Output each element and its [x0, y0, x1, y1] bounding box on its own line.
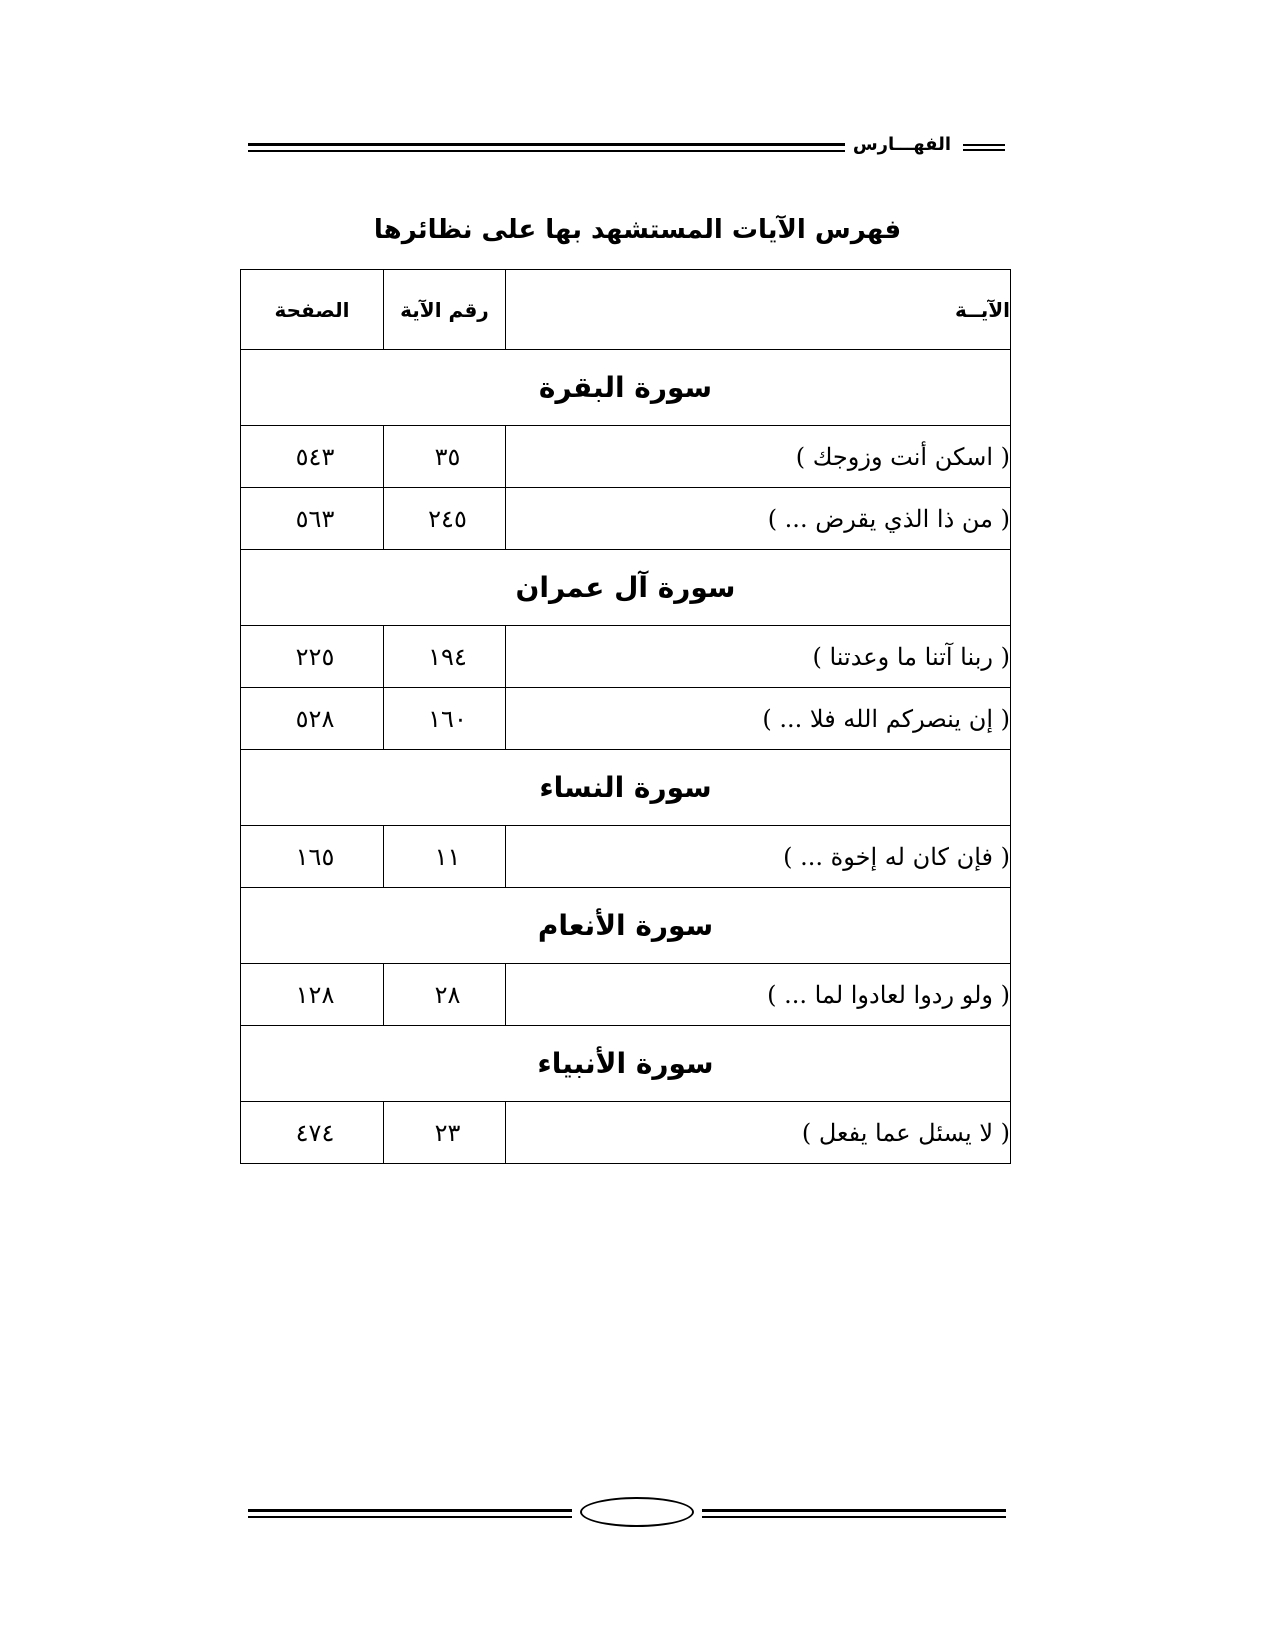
- verse-cell: ( إن ينصركم الله فلا ... ): [506, 688, 1011, 750]
- page-number-oval: [580, 1497, 694, 1527]
- header-page: الصفحة: [241, 270, 384, 350]
- page-cell: ١٢٨: [241, 964, 384, 1026]
- surah-row: [241, 888, 1011, 964]
- surah-row: [241, 750, 1011, 826]
- surah-heading: سورة البقرة: [241, 350, 1011, 426]
- surah-row: [241, 550, 1011, 626]
- table-row: [241, 626, 1011, 688]
- surah-heading: سورة الأنعام: [241, 888, 1011, 964]
- verse-cell: ( فإن كان له إخوة ... ): [506, 826, 1011, 888]
- header-verse: الآيــة: [506, 270, 1011, 350]
- table-row: [241, 826, 1011, 888]
- table-row: [241, 1102, 1011, 1164]
- verses-index-table: [240, 269, 1011, 1164]
- verse-cell: ( لا يسئل عما يفعل ): [506, 1102, 1011, 1164]
- page-cell: ٥٢٨: [241, 688, 384, 750]
- verse-cell: ( من ذا الذي يقرض ... ): [506, 488, 1011, 550]
- table-row: [241, 426, 1011, 488]
- page-title: فهرس الآيات المستشهد بها على نظائرها: [373, 215, 902, 245]
- verse-cell: ( ربنا آتنا ما وعدتنا ): [506, 626, 1011, 688]
- table-row: [241, 488, 1011, 550]
- verse-number-cell: ١١: [384, 826, 506, 888]
- page-cell: ٥٤٣: [241, 426, 384, 488]
- verse-number-cell: ٢٨: [384, 964, 506, 1026]
- header-rule-short: [963, 144, 1005, 151]
- page-cell: ٢٢٥: [241, 626, 384, 688]
- surah-row: [241, 350, 1011, 426]
- section-label: الفهـــارس: [852, 134, 951, 155]
- footer-rule-left: [248, 1509, 572, 1518]
- page-cell: ٥٦٣: [241, 488, 384, 550]
- footer-rule-right: [702, 1509, 1006, 1518]
- surah-heading: سورة النساء: [241, 750, 1011, 826]
- running-header: [248, 135, 1005, 159]
- table-row: [241, 964, 1011, 1026]
- table-row: [241, 688, 1011, 750]
- page-cell: ١٦٥: [241, 826, 384, 888]
- verse-number-cell: ١٩٤: [384, 626, 506, 688]
- page-cell: ٤٧٤: [241, 1102, 384, 1164]
- verse-number-cell: ٣٥: [384, 426, 506, 488]
- table-body: [241, 350, 1011, 1164]
- header-verse-number: رقم الآية: [384, 270, 506, 350]
- verse-cell: ( اسكن أنت وزوجك ): [506, 426, 1011, 488]
- surah-heading: سورة آل عمران: [241, 550, 1011, 626]
- verse-cell: ( ولو ردوا لعادوا لما ... ): [506, 964, 1011, 1026]
- header-rule-long: [248, 143, 845, 152]
- verse-number-cell: ١٦٠: [384, 688, 506, 750]
- surah-heading: سورة الأنبياء: [241, 1026, 1011, 1102]
- table-header-row: [241, 270, 1011, 350]
- surah-row: [241, 1026, 1011, 1102]
- verse-number-cell: ٢٤٥: [384, 488, 506, 550]
- verse-number-cell: ٢٣: [384, 1102, 506, 1164]
